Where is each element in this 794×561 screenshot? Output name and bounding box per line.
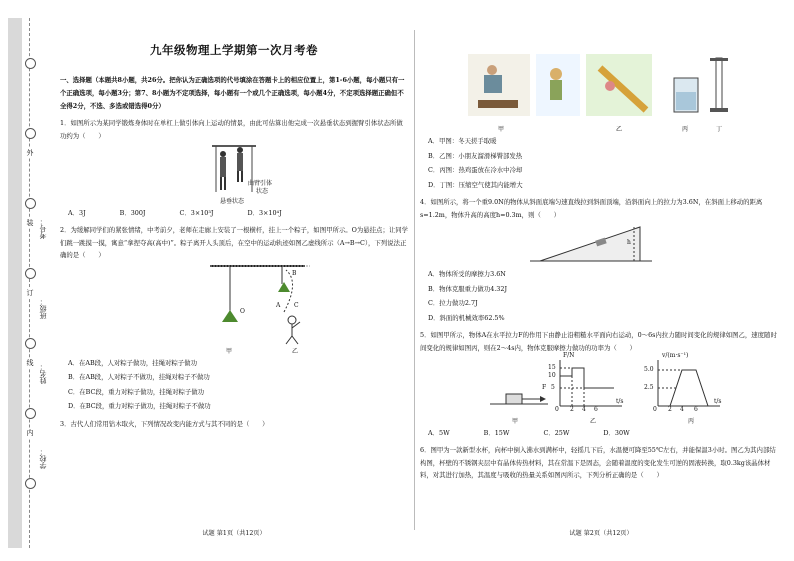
fig-label: 曲臂引体 bbox=[248, 180, 273, 187]
option-b[interactable]: B．物体克服重力做功4.32J bbox=[428, 284, 508, 293]
binding-hole-icon bbox=[25, 268, 36, 279]
scene-captions bbox=[420, 124, 782, 134]
point-label: C bbox=[294, 301, 299, 309]
seal-char: 线 bbox=[26, 359, 34, 367]
tick: 4 bbox=[582, 406, 586, 413]
binding-hole-icon bbox=[25, 198, 36, 209]
question-5-options bbox=[420, 426, 782, 440]
figure-pull-up bbox=[60, 142, 408, 206]
option-d[interactable]: D．3×10⁴J bbox=[247, 209, 282, 217]
graph-x-label: t/s bbox=[714, 398, 722, 405]
q5-captions bbox=[420, 416, 782, 426]
caption-bing: 丙 bbox=[688, 418, 695, 425]
question-2: 2．为缓解同学们的紧张情绪，中考前夕，老师在走廊上安装了一根横杆，挂上一个粽子，如图甲所示。O为悬挂点；让同学们跳一跳摸一摸，寓意“拿捏夺高(高中)”。粽子离开人头顶后，在空中的运动轨迹如图乙虚线所示（A→B→C），下列说法正确的是（ ） bbox=[60, 226, 409, 259]
page-footer: 试题 第1页（共12页） bbox=[202, 530, 266, 537]
fig-label: 悬垂状态 bbox=[220, 198, 245, 205]
tick: 10 bbox=[548, 372, 556, 379]
option-a[interactable]: A．5W bbox=[428, 429, 450, 437]
caption-jia: 甲 bbox=[512, 418, 519, 425]
exam-number-field-label: 考号： bbox=[39, 218, 47, 239]
tick: 4 bbox=[680, 406, 684, 413]
binding-hole-icon bbox=[25, 128, 36, 139]
caption-yi: 乙 bbox=[590, 418, 597, 425]
question-1-options bbox=[60, 206, 408, 220]
question-1: 1．如图所示为某同学锻炼身体时在单杠上做引体向上运动的情景，由此可估算出他完成一次悬垂状态到握臂引体状态所做功约为（ ） bbox=[60, 119, 403, 140]
incline-diagram bbox=[420, 221, 782, 267]
seal-char: 订 bbox=[26, 289, 34, 297]
caption-yi: 乙 bbox=[292, 347, 299, 355]
tick: 0 bbox=[653, 406, 657, 413]
option-a[interactable]: A．在AB段，人对粽子做功，挂绳对粽子做功 bbox=[68, 358, 197, 367]
graph-x-label: t/s bbox=[616, 398, 624, 405]
caption-ding: 丁 bbox=[716, 126, 723, 133]
fig-label: 状态 bbox=[256, 188, 269, 195]
point-label: A bbox=[276, 301, 281, 309]
question-3: 3．古代人们常用钻木取火，下列情况改变内能方式与其不同的是（ ） bbox=[60, 419, 269, 428]
option-a[interactable]: A．甲图：冬天搓手取暖 bbox=[428, 137, 497, 145]
tick: 2 bbox=[570, 406, 574, 413]
q3-scenes-diagram bbox=[420, 48, 782, 124]
exam-page-1 bbox=[60, 18, 408, 543]
figure-q5-graphs bbox=[420, 354, 782, 416]
binding-hole-icon bbox=[25, 408, 36, 419]
option-c[interactable]: C．拉力做功2.7J bbox=[428, 299, 478, 307]
option-d[interactable]: D．在BC段，重力对粽子做功，挂绳对粽子不做功 bbox=[68, 402, 211, 410]
figure-zongzi bbox=[60, 262, 408, 346]
name-field-label: 姓名： bbox=[39, 363, 47, 384]
option-a[interactable]: A．物体所受的摩擦力3.6N bbox=[428, 270, 506, 278]
point-label: O bbox=[240, 307, 245, 315]
option-c[interactable]: C．3×10³J bbox=[179, 209, 214, 217]
option-b[interactable]: B．15W bbox=[483, 429, 510, 437]
seal-char: 内 bbox=[26, 429, 34, 437]
option-c[interactable]: C．丙图：热鸡蛋放在冷水中冷却 bbox=[428, 166, 523, 174]
binding-strip bbox=[8, 18, 22, 548]
binding-hole-icon bbox=[25, 58, 36, 69]
section-instructions: 一、选择题（本题共8小题，共26分。把你认为正确选项的代号填涂在答题卡上的相应位置上，第1-6小题，每小题只有一个正确选项，每小题3分；第7、8小题为不定项选择，每小题有一个或几个正确选项，每小题4分，不定项选择题正确但不全得2分，不选、多选或错选得0分） bbox=[60, 76, 405, 110]
binding-hole-icon bbox=[25, 338, 36, 349]
question-6: 6．图甲为一款新型水杯，向杯中倒入沸水到满杯中，轻摇几下后，水温便可降至55℃左右，并能保温3小时。图乙为其内部结构图，杯壁的不锈钢夹层中有晶体传热材料，其在常温下是固态，会随着温度的变化发生可逆的固液转换，取0.3kg该晶体材料，对其进行加热，其温度与吸收的热量关系如图丙所示，下列分析正确的是（ ） bbox=[420, 446, 776, 479]
tick: 15 bbox=[548, 364, 556, 371]
option-b[interactable]: B．300J bbox=[119, 209, 146, 217]
option-b[interactable]: B．乙图：小朋友溜滑梯臀部发热 bbox=[428, 151, 523, 160]
tick: 5.0 bbox=[644, 366, 654, 373]
tick: 2 bbox=[668, 406, 672, 413]
binding-margin bbox=[8, 18, 52, 548]
page-title: 九年级物理上学期第一次月考卷 bbox=[150, 43, 318, 57]
binding-hole-icon bbox=[25, 478, 36, 489]
tick: 6 bbox=[594, 406, 598, 413]
caption-bing: 丙 bbox=[682, 126, 689, 133]
seal-char: 外 bbox=[26, 149, 34, 157]
graph-y-label: F/N bbox=[563, 352, 575, 359]
option-d[interactable]: D．丁图：压缩空气使其内能增大 bbox=[428, 180, 523, 189]
class-field-label: 班级： bbox=[39, 298, 47, 319]
seal-char: 装 bbox=[26, 219, 34, 227]
height-label: h bbox=[627, 239, 631, 246]
figure-captions bbox=[60, 346, 408, 356]
figure-incline bbox=[420, 221, 782, 267]
option-b[interactable]: B．在AB段，人对粽子不做功，挂绳对粽子不做功 bbox=[68, 373, 210, 381]
school-field-label: 学校： bbox=[39, 448, 47, 469]
caption-jia: 甲 bbox=[498, 126, 505, 133]
force-label: F bbox=[542, 384, 547, 391]
tick: 0 bbox=[555, 406, 559, 413]
caption-yi: 乙 bbox=[616, 126, 623, 133]
page-footer: 试题 第2页（共12页） bbox=[569, 530, 633, 537]
binding-dashed-line bbox=[29, 18, 32, 548]
question-5: 5．如图甲所示，物体A在水平拉力F的作用下由静止沿粗糙水平面向右运动，0～6s内拉力随时间变化的规律如图乙，速度随时间变化的规律如图丙，则在2～4s内，物体克服摩擦力做功的功率为（ ） bbox=[420, 331, 777, 352]
option-c[interactable]: C．在BC段，重力对粽子做功，挂绳对粽子做功 bbox=[68, 387, 205, 396]
option-d[interactable]: D．斜面的机械效率62.5% bbox=[428, 313, 505, 322]
question-4: 4．如图所示，将一个重9.0N的物体从斜面底端匀速直线拉到斜面顶端，沿斜面向上的拉力为3.6N，在斜面上移动的距离s=1.2m，物体升高的高度h=0.3m，则（ ） bbox=[420, 198, 763, 219]
option-c[interactable]: C．25W bbox=[543, 429, 570, 437]
tick: 2.5 bbox=[644, 384, 654, 391]
tick: 5 bbox=[551, 384, 555, 391]
q5-graphs-diagram bbox=[420, 354, 782, 416]
page-divider bbox=[414, 30, 415, 530]
option-a[interactable]: A．3J bbox=[68, 209, 86, 217]
caption-jia: 甲 bbox=[226, 347, 233, 355]
exam-page-2 bbox=[420, 18, 782, 543]
zongzi-diagram bbox=[60, 262, 408, 346]
tick: 6 bbox=[694, 406, 698, 413]
point-label: B bbox=[292, 269, 297, 277]
graph-y-label: v/(m·s⁻¹) bbox=[662, 352, 689, 359]
figure-q3-scenes bbox=[420, 48, 782, 134]
option-d[interactable]: D．30W bbox=[603, 429, 630, 437]
